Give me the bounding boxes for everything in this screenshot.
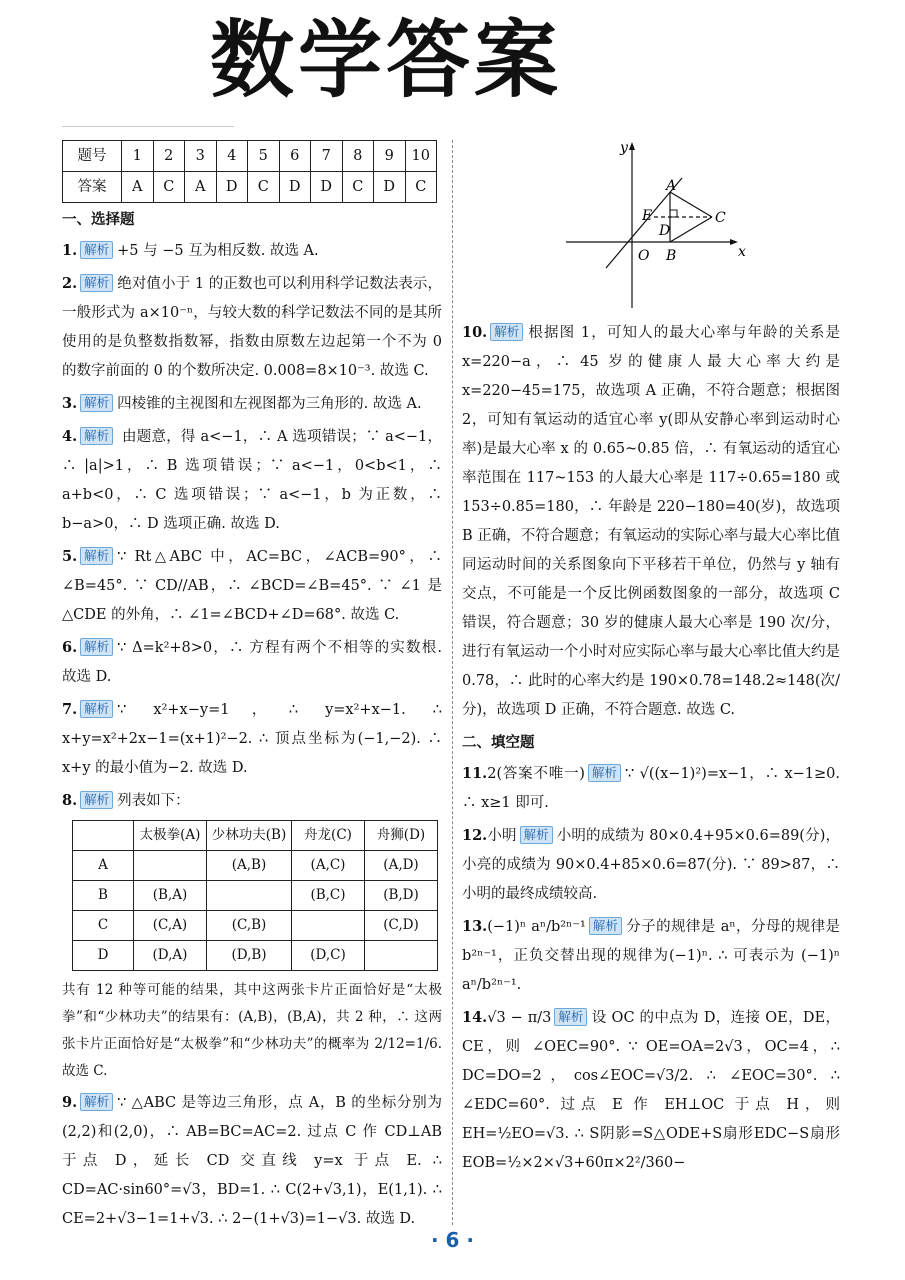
question-9 <box>62 1088 442 1234</box>
answer-table-header-label: 题号 <box>63 141 122 172</box>
question-12 <box>462 821 840 909</box>
question-number: 2. <box>62 275 78 292</box>
question-text: 四棱锥的主视图和左视图都为三角形的. 故选 A. <box>117 396 422 412</box>
question-14 <box>462 1003 840 1178</box>
table-row <box>73 911 438 941</box>
table-cell: (A,C) <box>292 851 365 881</box>
question-8-explanation: 共有 12 种等可能的结果，其中这两张卡片正面恰好是“太极拳”和“少林功夫”的结果有：(A,B)，(B,A)，共 2 种，∴ 这两张卡片正面恰好是“太极拳”和“少林功夫”的概率为 2/12=1/6. 故选 C. <box>62 982 442 1079</box>
column-divider <box>452 140 453 1225</box>
analysis-tag: 解析 <box>588 764 621 782</box>
analysis-tag: 解析 <box>80 274 113 292</box>
y-axis-label: y <box>620 140 628 156</box>
analysis-tag: 解析 <box>554 1008 587 1026</box>
question-number: 8 <box>342 141 374 172</box>
table-cell: (A,D) <box>365 851 438 881</box>
question-5 <box>62 542 442 630</box>
answer-table-answer-row <box>63 172 437 203</box>
question-number: 1 <box>122 141 154 172</box>
table-cell <box>292 911 365 941</box>
question-text: 设 OC 的中点为 D，连接 OE，DE，CE，则 ∠OEC=90°. ∵ OE=OA=2√3，OC=4，∴ DC=DO=2，cos∠EOC=√3/2. ∴ ∠EOC=30°. ∴ ∠EDC=60°. 过点 E 作 EH⊥OC 于点 H，则 EH=½EO=√3. ∴ S阴影=S△ODE+S扇形EDC−S扇形EOB=½×2×√3+60π×2²/360− <box>462 1010 840 1171</box>
left-column <box>62 140 442 1237</box>
question-text: ∵ x²+x−y=1，∴ y=x²+x−1. ∴ x+y=x²+2x−1=(x+1)²−2. ∴ 顶点坐标为(−1,−2). ∴ x+y 的最小值为−2. 故选 D. <box>62 702 442 776</box>
table-cell: B <box>73 881 134 911</box>
analysis-tag: 解析 <box>80 791 113 809</box>
table-cell <box>207 881 292 911</box>
question-number: 9 <box>374 141 406 172</box>
question-answer: (−1)ⁿ aⁿ/b²ⁿ⁻¹ <box>487 919 586 935</box>
section-heading-choice: 一、选择题 <box>62 211 135 228</box>
table-cell: A <box>73 851 134 881</box>
analysis-tag: 解析 <box>80 241 113 259</box>
analysis-tag: 解析 <box>80 700 113 718</box>
table-cell: (C,A) <box>134 911 207 941</box>
question-text: 由题意，得 a<−1，∴ A 选项错误；∵ a<−1，∴ |a|>1，∴ B 选项错误；∵ a<−1，0<b<1，∴ a+b<0，∴ C 选项错误；∵ a<−1，b 为正数，∴ b−a>0，∴ D 选项正确. 故选 D. <box>62 429 442 532</box>
question-number: 6. <box>62 639 78 656</box>
table-cell: D <box>73 941 134 971</box>
table-cell: C <box>73 911 134 941</box>
question-number: 13. <box>462 918 488 935</box>
question-number: 11. <box>462 765 488 782</box>
x-axis-label: x <box>738 244 746 260</box>
table-cell: (D,C) <box>292 941 365 971</box>
question-text: ∵ √((x−1)²)=x−1，∴ x−1≥0. ∴ x≥1 即可. <box>462 766 840 811</box>
point-c-label: C <box>715 210 726 226</box>
question-number: 9. <box>62 1094 78 1111</box>
answer-cell: D <box>374 172 406 203</box>
point-d-label: D <box>659 223 671 239</box>
question-number: 5. <box>62 548 78 565</box>
table-row <box>73 851 438 881</box>
answer-table-answer-label: 答案 <box>63 172 122 203</box>
question-3 <box>62 389 442 419</box>
segment-ac <box>670 192 712 217</box>
answer-cell: C <box>342 172 374 203</box>
point-o-label: O <box>638 248 650 264</box>
table-cell <box>365 941 438 971</box>
table-cell <box>73 821 134 851</box>
analysis-tag: 解析 <box>520 826 553 844</box>
table-cell: 太极拳(A) <box>134 821 207 851</box>
question-number: 7 <box>311 141 343 172</box>
outcome-table <box>72 820 438 971</box>
answer-cell: A <box>122 172 154 203</box>
question-text: 根据图 1，可知人的最大心率与年龄的关系是 x=220−a，∴ 45 岁的健康人最大心率大约是 x=220−45=175，故选项 A 正确，不符合题意；根据图 2，可知有氧运动的适宜心率 y(即从安静心率到运动时心率)是最大心率 x 的 0.65~0.85 倍，∴ 有氧运动的适宜心率范围在 117~153 的人最大心率是 117÷0.65=180 或 153÷0.85=180，∴ 年龄是 220−180=40(岁)，故选项 B 正确，不符合题意；有氧运动的实际心率与最大心率比值同运动时间的关系图象向下平移若干单位，仍然与 y 轴有交点，不可能是一个反比例函数图象的一部分，故选项 C 错误，符合题意；30 岁的健康人最大心率是 190 次/分，进行有氧运动一个小时对应实际心率与最大心率比值大约是 0.78，∴ 此时的心率大约是 190×0.78=148.2≈148(次/分)，故选项 D 正确，不符合题意. 故选 C. <box>462 325 840 718</box>
answer-table-number-row <box>63 141 437 172</box>
x-axis-arrow <box>730 239 738 245</box>
answer-table <box>62 140 437 203</box>
question-13 <box>462 912 840 1000</box>
question-number: 4. <box>62 428 78 445</box>
question-text: 分子的规律是 aⁿ，分母的规律是 b²ⁿ⁻¹，正负交替出现的规律为(−1)ⁿ. ∴ 可表示为 (−1)ⁿ aⁿ/b²ⁿ⁻¹. <box>462 919 840 993</box>
question-4 <box>62 422 442 539</box>
page-title: 数学答案 <box>210 11 563 109</box>
analysis-tag: 解析 <box>80 427 113 445</box>
question-number: 10 <box>405 141 437 172</box>
question-number: 7. <box>62 701 78 718</box>
point-a-label: A <box>666 178 677 194</box>
question-number: 1. <box>62 242 78 259</box>
table-row <box>73 881 438 911</box>
question-number: 3 <box>185 141 217 172</box>
question-number: 8. <box>62 792 78 809</box>
question-number: 2 <box>153 141 185 172</box>
question-10 <box>462 318 840 725</box>
page-number: · 6 · <box>430 1228 475 1252</box>
answer-cell: C <box>405 172 437 203</box>
question-number: 3. <box>62 395 78 412</box>
answer-cell: C <box>248 172 280 203</box>
answer-cell: C <box>153 172 185 203</box>
question-number: 4 <box>216 141 248 172</box>
question-11 <box>462 759 840 818</box>
table-cell: 舟龙(C) <box>292 821 365 851</box>
question-answer: 小明 <box>487 828 517 844</box>
table-cell <box>134 851 207 881</box>
analysis-tag: 解析 <box>80 394 113 412</box>
question-text: 列表如下： <box>117 793 190 809</box>
right-column <box>462 318 840 1181</box>
question-answer: 2(答案不唯一) <box>487 766 585 782</box>
title-rule <box>62 126 234 127</box>
table-row <box>73 941 438 971</box>
question-number: 10. <box>462 324 488 341</box>
question-6 <box>62 633 442 692</box>
question-number: 5 <box>248 141 280 172</box>
table-cell: (C,D) <box>365 911 438 941</box>
table-cell: (B,A) <box>134 881 207 911</box>
analysis-tag: 解析 <box>490 323 523 341</box>
analysis-tag: 解析 <box>80 547 113 565</box>
analysis-tag: 解析 <box>80 1093 113 1111</box>
point-b-label: B <box>666 248 677 264</box>
table-cell: (B,D) <box>365 881 438 911</box>
question-text: ∵ Δ=k²+8>0，∴ 方程有两个不相等的实数根. 故选 D. <box>62 640 442 685</box>
table-cell: (A,B) <box>207 851 292 881</box>
question-text: 绝对值小于 1 的正数也可以利用科学记数法表示，一般形式为 a×10⁻ⁿ，与较大数的科学记数法不同的是其所使用的是负整数指数幂，指数由原数左边起第一个不为 0 的数字前面的 0 的个数所决定. 0.008=8×10⁻³. 故选 C. <box>62 276 442 379</box>
question-number: 6 <box>279 141 311 172</box>
right-angle-mark <box>670 210 677 217</box>
question-number: 12. <box>462 827 488 844</box>
table-cell: (B,C) <box>292 881 365 911</box>
answer-cell: A <box>185 172 217 203</box>
question-7 <box>62 695 442 783</box>
analysis-tag: 解析 <box>589 917 622 935</box>
answer-cell: D <box>311 172 343 203</box>
question-text: 小明的成绩为 80×0.4+95×0.6=89(分)，小亮的成绩为 90×0.4+85×0.6=87(分). ∵ 89>87，∴ 小明的最终成绩较高. <box>462 828 840 902</box>
table-cell: (D,B) <box>207 941 292 971</box>
question-number: 14. <box>462 1009 488 1026</box>
question-answer: √3 − π/3 <box>487 1010 552 1026</box>
table-cell: (D,A) <box>134 941 207 971</box>
question-8 <box>62 786 442 816</box>
analysis-tag: 解析 <box>80 638 113 656</box>
question-text: ∵ △ABC 是等边三角形，点 A，B 的坐标分别为(2,2)和(2,0)，∴ AB=BC=AC=2. 过点 C 作 CD⊥AB 于点 D，延长 CD 交直线 y=x 于点 E. ∴ CD=AC·sin60°=√3，BD=1. ∴ C(2+√3,1)，E(1,1). ∴ CE=2+√3−1=1+√3. ∴ 2−(1+√3)=1−√3. 故选 D. <box>62 1095 442 1227</box>
table-cell: (C,B) <box>207 911 292 941</box>
table-cell: 舟狮(D) <box>365 821 438 851</box>
question-1 <box>62 236 442 266</box>
table-cell: 少林功夫(B) <box>207 821 292 851</box>
segment-bc <box>670 217 712 242</box>
section-heading-fill: 二、填空题 <box>462 734 535 751</box>
question-text: ∵ Rt△ABC 中，AC=BC，∠ACB=90°，∴ ∠B=45°. ∵ CD//AB，∴ ∠BCD=∠B=45°. ∵ ∠1 是△CDE 的外角，∴ ∠1=∠BCD+∠D=68°. 故选 C. <box>62 549 442 623</box>
outcome-table-header <box>73 821 438 851</box>
coordinate-figure <box>562 138 762 314</box>
point-e-label: E <box>642 208 653 224</box>
y-axis-arrow <box>629 142 635 150</box>
question-2 <box>62 269 442 386</box>
answer-cell: D <box>216 172 248 203</box>
answer-cell: D <box>279 172 311 203</box>
question-text: +5 与 −5 互为相反数. 故选 A. <box>117 243 319 259</box>
